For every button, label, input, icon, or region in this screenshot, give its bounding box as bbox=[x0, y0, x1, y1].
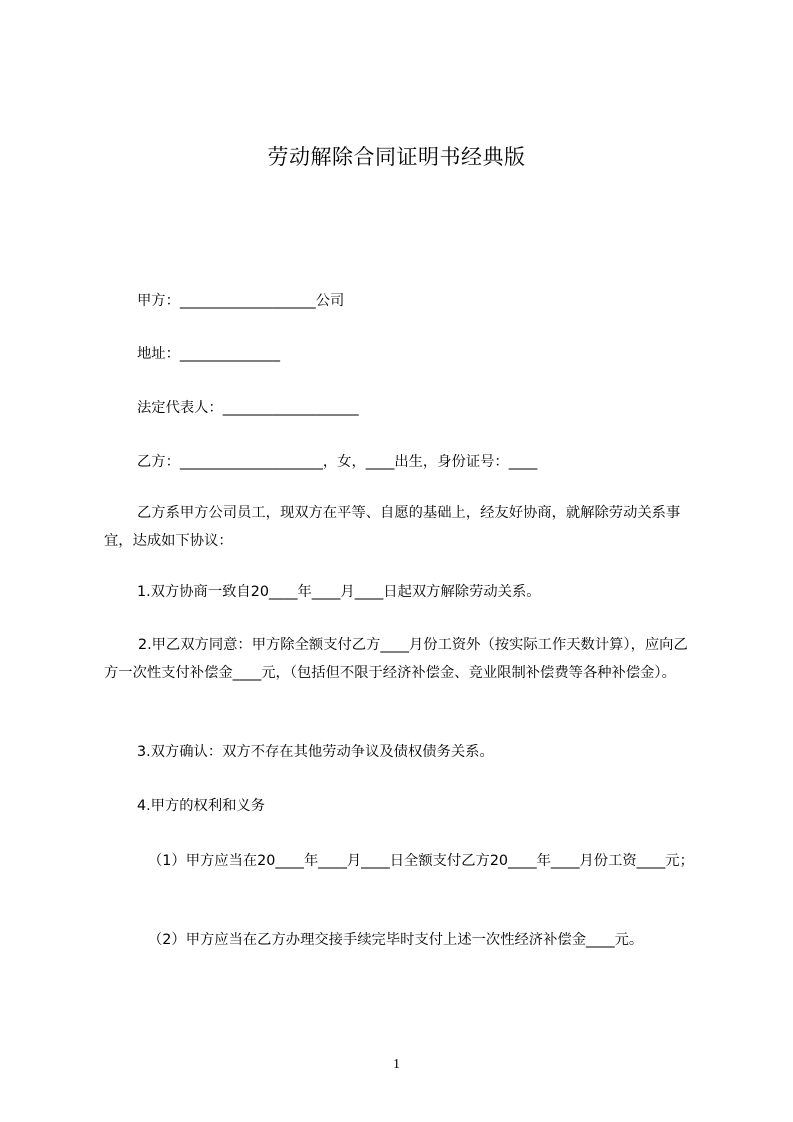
party-b-line: 乙方：____________________，女，____出生，身份证号：____ bbox=[137, 454, 538, 470]
address-line: 地址：______________ bbox=[137, 346, 280, 362]
clause-2: 2.甲乙双方同意：甲方除全额支付乙方____月份工资外（按实际工作天数计算），应向乙方一次性支付补偿金____元，（包括但不限于经济补偿金、竞业限制补偿费等各种补偿金）。 bbox=[104, 637, 688, 681]
clause-4-item-1: （1）甲方应当在20____年____月____日全额支付乙方20____年____月份工资____元； bbox=[148, 853, 694, 869]
legal-representative-line: 法定代表人：___________________ bbox=[137, 400, 359, 416]
intro-paragraph: 乙方系甲方公司员工，现双方在平等、自愿的基础上，经友好协商，就解除劳动关系事宜，达成如下协议： bbox=[104, 505, 681, 549]
clause-1: 1.双方协商一致自20____年____月____日起双方解除劳动关系。 bbox=[137, 584, 541, 600]
party-a-line: 甲方：___________________公司 bbox=[137, 293, 345, 309]
page-number: 1 bbox=[393, 1057, 400, 1072]
clause-3: 3.双方确认：双方不存在其他劳动争议及债权债务关系。 bbox=[137, 744, 494, 760]
clause-4-heading: 4.甲方的权利和义务 bbox=[137, 798, 266, 814]
clause-4-item-2: （2）甲方应当在乙方办理交接手续完毕时支付上述一次性经济补偿金____元。 bbox=[148, 932, 644, 948]
document-title: 劳动解除合同证明书经典版 bbox=[267, 145, 526, 169]
